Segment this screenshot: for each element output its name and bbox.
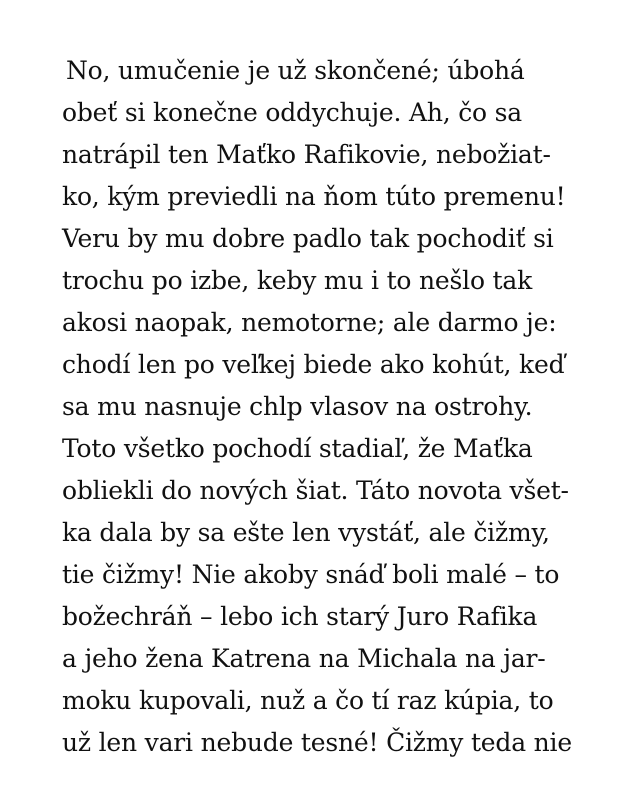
text-line-9: sa mu nasnuje chlp vlasov na ostrohy. — [62, 392, 533, 421]
text-line-2: obeť si konečne oddychuje. Ah, čo sa — [62, 98, 522, 127]
text-line-5: Veru by mu dobre padlo tak pochodiť si — [62, 224, 554, 253]
text-line-3: natrápil ten Maťko Rafikovie, nebožiat- — [62, 140, 551, 169]
text-line-4: ko, kým previedli na ňom túto premenu! — [62, 182, 566, 211]
text-line-1: No, umučenie je už skončené; úbohá — [66, 56, 525, 85]
text-line-17: už len vari nebude tesné! Čižmy teda nie — [62, 728, 572, 757]
text-line-15: a jeho žena Katrena na Michala na jar- — [62, 644, 546, 673]
text-line-11: obliekli do nových šiat. Táto novota všet- — [62, 476, 569, 505]
body-text — [62, 50, 632, 764]
text-line-10: Toto všetko pochodí stadiaľ, že Maťka — [62, 434, 533, 463]
text-line-12: ka dala by sa ešte len vystáť, ale čižmy, — [62, 518, 550, 547]
text-line-6: trochu po izbe, keby mu i to nešlo tak — [62, 266, 533, 295]
text-line-16: moku kupovali, nuž a čo tí raz kúpia, to — [62, 686, 554, 715]
text-line-13: tie čižmy! Nie akoby snáď boli malé – to — [62, 560, 560, 589]
text-line-8: chodí len po veľkej biede ako kohút, keď — [62, 350, 565, 379]
text-line-14: božechráň – lebo ich starý Juro Rafika — [62, 602, 538, 631]
text-line-7: akosi naopak, nemotorne; ale darmo je: — [62, 308, 557, 337]
